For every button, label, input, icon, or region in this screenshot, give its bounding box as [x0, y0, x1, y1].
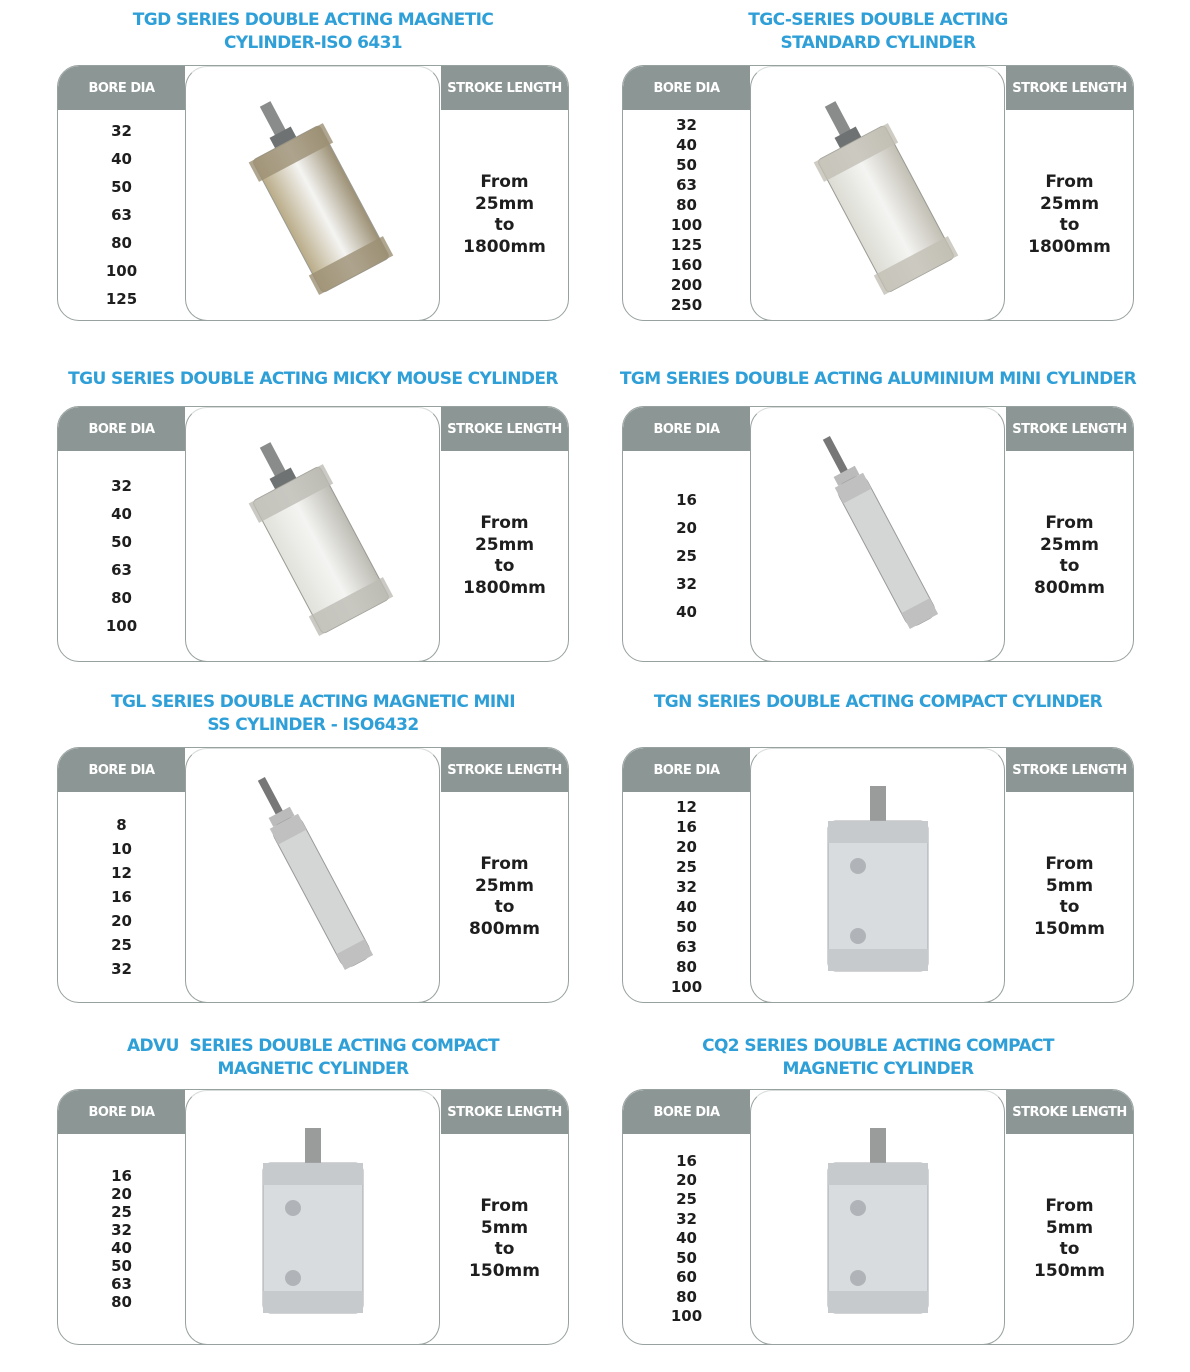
bore-dia-list	[671, 1152, 702, 1327]
stroke-length-line: to	[1059, 897, 1080, 917]
bore-dia-value: 25	[111, 1203, 132, 1221]
bore-dia-value: 25	[676, 858, 697, 876]
stroke-length-line: From	[1045, 172, 1094, 192]
bore-dia-value: 50	[111, 1257, 132, 1275]
bore-dia-value: 40	[676, 1229, 697, 1248]
stroke-length-header: STROKE LENGTH	[1006, 66, 1133, 110]
bore-dia-value: 40	[111, 505, 132, 523]
bore-dia-value: 12	[676, 798, 697, 816]
product-image-panel	[185, 407, 440, 662]
product-title	[602, 9, 1154, 55]
bore-dia-value: 125	[670, 236, 703, 254]
product-card	[622, 406, 1134, 662]
product-title	[37, 691, 589, 737]
bore-dia-value: 160	[670, 256, 703, 274]
bore-dia-value: 25	[111, 936, 132, 954]
product-title-line: MAGNETIC CYLINDER	[217, 1059, 409, 1079]
stroke-length-line: 5mm	[1045, 875, 1094, 896]
bore-dia-value: 100	[105, 617, 138, 635]
stroke-length-line: From	[480, 513, 529, 533]
bore-dia-value: 20	[111, 1185, 132, 1203]
stroke-length-column	[441, 748, 568, 1002]
bore-dia-value: 63	[676, 938, 697, 956]
bore-dia-list	[676, 486, 697, 626]
stroke-length-line: 800mm	[1034, 577, 1105, 598]
product-title	[37, 1035, 589, 1081]
bore-dia-value: 32	[676, 1209, 697, 1228]
bore-dia-value: 80	[676, 1287, 697, 1306]
bore-dia-header: BORE DIA	[623, 66, 750, 110]
stroke-length-value	[1034, 854, 1105, 940]
bore-dia-value: 250	[670, 296, 703, 314]
stroke-length-line: 150mm	[469, 1260, 540, 1281]
stroke-length-line: 1800mm	[463, 236, 546, 257]
product-title-line: TGM SERIES DOUBLE ACTING ALUMINIUM MINI CYLINDER	[619, 369, 1137, 389]
stroke-length-column	[1006, 407, 1133, 661]
bore-dia-column	[58, 407, 185, 661]
stroke-length-header: STROKE LENGTH	[1006, 748, 1133, 792]
product-card	[57, 1089, 569, 1345]
bore-dia-value: 32	[111, 1221, 132, 1239]
tgu-cylinder-image	[213, 425, 413, 645]
bore-dia-value: 63	[676, 176, 697, 194]
product-image-panel	[185, 748, 440, 1003]
bore-dia-list	[106, 117, 137, 313]
stroke-length-line: 25mm	[474, 534, 535, 555]
stroke-length-line: 150mm	[1034, 1260, 1105, 1281]
product-card	[622, 1089, 1134, 1345]
stroke-length-line: 1800mm	[1028, 236, 1111, 257]
bore-dia-header: BORE DIA	[623, 407, 750, 451]
bore-dia-value: 125	[105, 290, 138, 308]
bore-dia-value: 40	[676, 898, 697, 916]
bore-dia-value: 60	[676, 1268, 697, 1287]
bore-dia-column	[623, 748, 750, 1002]
bore-dia-value: 32	[111, 477, 132, 495]
stroke-length-header: STROKE LENGTH	[1006, 407, 1133, 451]
bore-dia-value: 80	[676, 958, 697, 976]
product-card	[57, 65, 569, 321]
bore-dia-value: 40	[676, 603, 697, 621]
bore-dia-list	[671, 115, 702, 315]
bore-dia-value: 100	[670, 978, 703, 996]
bore-dia-column	[58, 66, 185, 320]
product-title-line: TGU SERIES DOUBLE ACTING MICKY MOUSE CYLINDER	[68, 369, 558, 389]
bore-dia-header: BORE DIA	[58, 66, 185, 110]
bore-dia-value: 20	[111, 912, 132, 930]
bore-dia-value: 32	[676, 878, 697, 896]
bore-dia-value: 50	[111, 533, 132, 551]
stroke-length-line: to	[494, 215, 515, 235]
bore-dia-value: 40	[111, 150, 132, 168]
stroke-length-column	[1006, 1090, 1133, 1344]
bore-dia-list	[106, 472, 137, 640]
stroke-length-line: From	[1045, 1196, 1094, 1216]
stroke-length-line: From	[1045, 513, 1094, 533]
product-title-line: TGN SERIES DOUBLE ACTING COMPACT CYLINDER	[653, 692, 1103, 712]
bore-dia-value: 25	[676, 547, 697, 565]
tgn-cylinder-image	[778, 766, 978, 986]
stroke-length-header: STROKE LENGTH	[1006, 1090, 1133, 1134]
stroke-length-column	[1006, 66, 1133, 320]
stroke-length-line: From	[1045, 854, 1094, 874]
bore-dia-value: 80	[111, 234, 132, 252]
bore-dia-value: 200	[670, 276, 703, 294]
product-image-panel	[750, 748, 1005, 1003]
bore-dia-value: 50	[676, 1248, 697, 1267]
bore-dia-value: 63	[111, 561, 132, 579]
stroke-length-line: From	[480, 854, 529, 874]
cq2-cylinder-image	[778, 1108, 978, 1328]
tgd-cylinder-image	[213, 84, 413, 304]
bore-dia-value: 16	[111, 888, 132, 906]
bore-dia-value: 20	[676, 1171, 697, 1190]
product-title-line: TGL SERIES DOUBLE ACTING MAGNETIC MINI	[111, 692, 515, 712]
bore-dia-list	[671, 797, 702, 997]
bore-dia-value: 80	[111, 589, 132, 607]
bore-dia-header: BORE DIA	[58, 407, 185, 451]
stroke-length-value	[463, 172, 546, 258]
stroke-length-line: 25mm	[1039, 534, 1100, 555]
bore-dia-column	[623, 66, 750, 320]
bore-dia-list	[111, 813, 132, 981]
product-title	[37, 9, 589, 55]
stroke-length-value	[463, 513, 546, 599]
product-title	[602, 691, 1154, 714]
bore-dia-column	[623, 1090, 750, 1344]
bore-dia-value: 80	[676, 196, 697, 214]
stroke-length-value	[1034, 513, 1105, 599]
bore-dia-column	[623, 407, 750, 661]
product-title-line: TGD SERIES DOUBLE ACTING MAGNETIC	[132, 10, 494, 30]
bore-dia-column	[58, 748, 185, 1002]
stroke-length-header: STROKE LENGTH	[441, 66, 568, 110]
stroke-length-line: 800mm	[469, 918, 540, 939]
bore-dia-value: 16	[676, 1151, 697, 1170]
stroke-length-column	[441, 407, 568, 661]
stroke-length-line: 150mm	[1034, 918, 1105, 939]
tgc-cylinder-image	[778, 84, 978, 304]
stroke-length-column	[1006, 748, 1133, 1002]
bore-dia-header: BORE DIA	[58, 1090, 185, 1134]
stroke-length-value	[1028, 172, 1111, 258]
product-image-panel	[185, 66, 440, 321]
product-image-panel	[750, 1090, 1005, 1345]
stroke-length-line: From	[480, 172, 529, 192]
advu-cylinder-image	[213, 1108, 413, 1328]
bore-dia-value: 32	[676, 116, 697, 134]
bore-dia-value: 25	[676, 1190, 697, 1209]
stroke-length-value	[1034, 1196, 1105, 1282]
product-card	[622, 747, 1134, 1003]
bore-dia-value: 16	[676, 818, 697, 836]
product-title	[602, 1035, 1154, 1081]
stroke-length-line: From	[480, 1196, 529, 1216]
bore-dia-value: 40	[111, 1239, 132, 1257]
product-title-line: CQ2 SERIES DOUBLE ACTING COMPACT	[702, 1036, 1054, 1056]
stroke-length-line: to	[1059, 556, 1080, 576]
bore-dia-value: 10	[111, 840, 132, 858]
bore-dia-value: 32	[111, 960, 132, 978]
stroke-length-header: STROKE LENGTH	[441, 748, 568, 792]
stroke-length-header: STROKE LENGTH	[441, 407, 568, 451]
product-title-line: TGC-SERIES DOUBLE ACTING	[748, 10, 1008, 30]
product-image-panel	[750, 407, 1005, 662]
bore-dia-value: 16	[111, 1167, 132, 1185]
product-title-line: STANDARD CYLINDER	[780, 33, 976, 53]
product-title	[37, 368, 589, 391]
stroke-length-header: STROKE LENGTH	[441, 1090, 568, 1134]
bore-dia-header: BORE DIA	[58, 748, 185, 792]
stroke-length-column	[441, 1090, 568, 1344]
tgm-cylinder-image	[778, 425, 978, 645]
stroke-length-line: 25mm	[1039, 193, 1100, 214]
bore-dia-header: BORE DIA	[623, 748, 750, 792]
product-title-line: CYLINDER-ISO 6431	[223, 33, 403, 53]
bore-dia-column	[58, 1090, 185, 1344]
stroke-length-value	[469, 1196, 540, 1282]
bore-dia-header: BORE DIA	[623, 1090, 750, 1134]
bore-dia-value: 8	[116, 816, 127, 834]
product-card	[57, 747, 569, 1003]
bore-dia-value: 63	[111, 206, 132, 224]
bore-dia-value: 20	[676, 519, 697, 537]
bore-dia-value: 40	[676, 136, 697, 154]
product-title-line: MAGNETIC CYLINDER	[782, 1059, 974, 1079]
bore-dia-value: 100	[670, 216, 703, 234]
bore-dia-value: 32	[676, 575, 697, 593]
bore-dia-list	[111, 1167, 132, 1311]
product-title-line: SS CYLINDER - ISO6432	[207, 715, 419, 735]
bore-dia-value: 20	[676, 838, 697, 856]
bore-dia-value: 16	[676, 491, 697, 509]
bore-dia-value: 80	[111, 1293, 132, 1311]
stroke-length-line: to	[494, 556, 515, 576]
stroke-length-line: to	[1059, 1239, 1080, 1259]
bore-dia-value: 50	[676, 156, 697, 174]
stroke-length-line: 25mm	[474, 875, 535, 896]
bore-dia-value: 12	[111, 864, 132, 882]
product-title	[602, 368, 1154, 391]
product-image-panel	[750, 66, 1005, 321]
stroke-length-line: to	[1059, 215, 1080, 235]
stroke-length-line: 5mm	[1045, 1217, 1094, 1238]
product-card	[622, 65, 1134, 321]
bore-dia-value: 50	[111, 178, 132, 196]
bore-dia-value: 50	[676, 918, 697, 936]
stroke-length-column	[441, 66, 568, 320]
bore-dia-value: 32	[111, 122, 132, 140]
product-card	[57, 406, 569, 662]
stroke-length-line: 1800mm	[463, 577, 546, 598]
stroke-length-line: to	[494, 897, 515, 917]
stroke-length-line: 5mm	[480, 1217, 529, 1238]
bore-dia-value: 63	[111, 1275, 132, 1293]
stroke-length-line: 25mm	[474, 193, 535, 214]
bore-dia-value: 100	[670, 1306, 703, 1325]
stroke-length-value	[469, 854, 540, 940]
product-title-line: ADVU SERIES DOUBLE ACTING COMPACT	[126, 1036, 500, 1056]
stroke-length-line: to	[494, 1239, 515, 1259]
product-image-panel	[185, 1090, 440, 1345]
bore-dia-value: 100	[105, 262, 138, 280]
tgl-cylinder-image	[213, 766, 413, 986]
